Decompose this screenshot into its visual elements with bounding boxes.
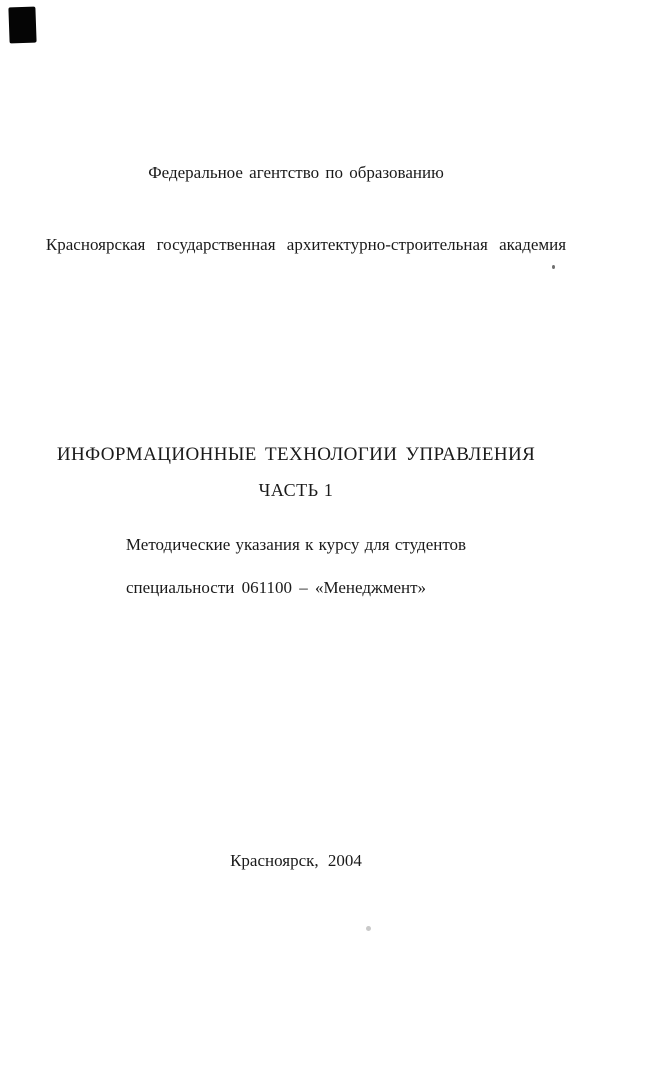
institution-line: Красноярская государственная архитектурно-строительная академия xyxy=(45,235,567,254)
scan-speck xyxy=(552,265,555,269)
city-year-line: Красноярск, 2004 xyxy=(230,851,362,870)
part-title: ЧАСТЬ 1 xyxy=(258,480,334,500)
scan-corner-artifact xyxy=(8,7,36,44)
document-title: ИНФОРМАЦИОННЫЕ ТЕХНОЛОГИИ УПРАВЛЕНИЯ xyxy=(56,444,536,465)
agency-line: Федеральное агентство по образованию xyxy=(148,163,444,182)
subtitle-line: Методические указания к курсу для студентов xyxy=(125,535,467,554)
scan-speck xyxy=(366,926,371,931)
specialty-line: специальности 061100 – «Менеджмент» xyxy=(125,578,427,597)
